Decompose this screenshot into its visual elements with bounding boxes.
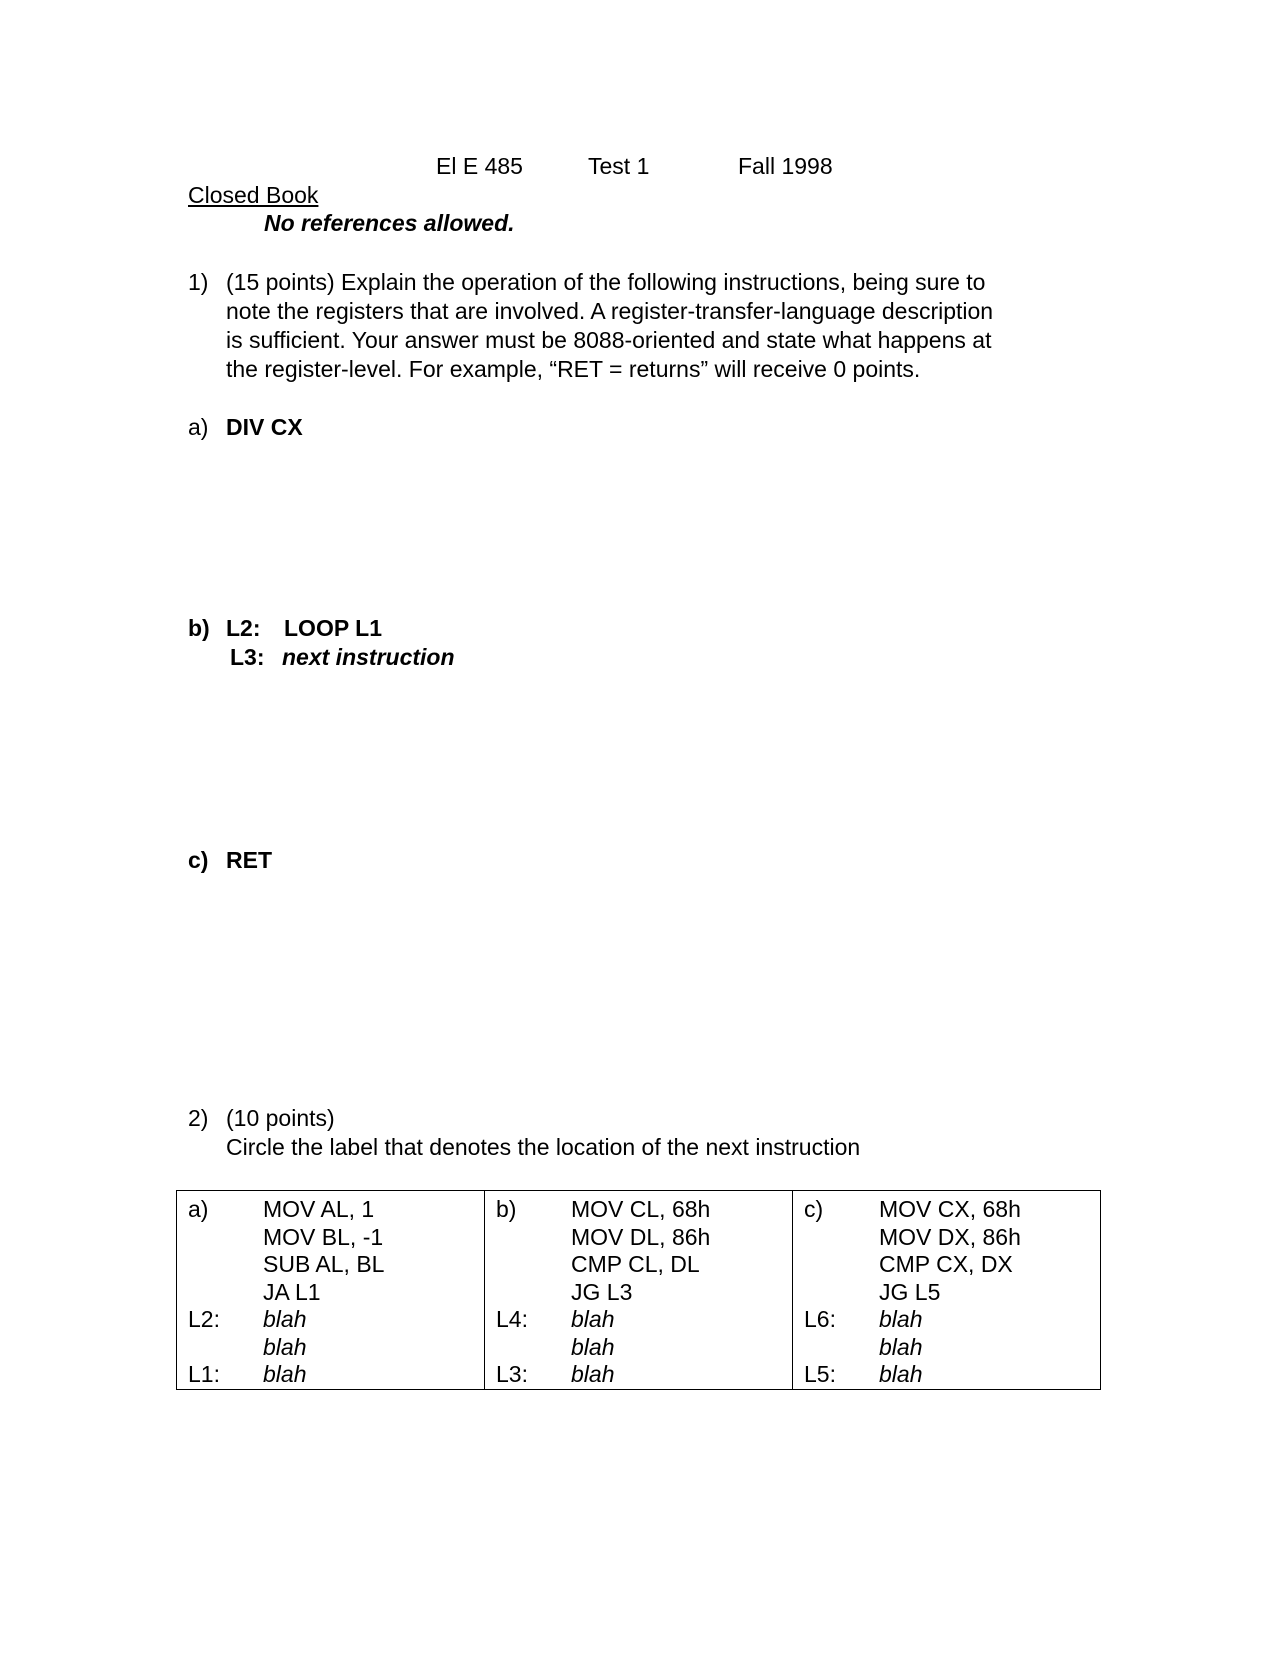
code-label: a) — [188, 1196, 209, 1222]
code-line — [177, 1360, 484, 1389]
code-line — [177, 1305, 484, 1334]
question-2-prompt: Circle the label that denotes the location of the next instruction — [226, 1134, 861, 1160]
code-line — [177, 1278, 484, 1307]
code-instruction: MOV CX, 68h — [879, 1196, 1021, 1222]
question-2-number: 2) — [188, 1105, 209, 1131]
code-label: L4: — [496, 1306, 528, 1332]
term: Fall 1998 — [738, 153, 833, 179]
course-number: El E 485 — [436, 153, 523, 179]
code-instruction: blah — [879, 1361, 923, 1387]
code-cell-b — [485, 1191, 793, 1389]
code-label: b) — [496, 1196, 517, 1222]
question-2-points: (10 points) — [226, 1105, 335, 1131]
code-instruction: JA L1 — [263, 1278, 321, 1305]
code-instruction: blah — [263, 1361, 307, 1387]
code-instruction: CMP CX, DX — [879, 1251, 1013, 1277]
code-instruction: CMP CL, DL — [571, 1251, 700, 1277]
code-instruction: blah — [263, 1333, 307, 1360]
no-references-note: No references allowed. — [264, 210, 515, 236]
code-line — [485, 1195, 792, 1224]
test-title: Test 1 — [588, 153, 650, 179]
code-label: L2: — [188, 1306, 220, 1332]
code-instruction: blah — [571, 1333, 615, 1360]
code-cell-c — [793, 1191, 1100, 1389]
part-b-letter: b) — [188, 615, 210, 641]
code-label: c) — [804, 1196, 824, 1222]
code-line — [793, 1250, 1100, 1279]
code-line — [177, 1250, 484, 1279]
code-instruction: blah — [879, 1333, 923, 1360]
code-cell-a — [177, 1191, 485, 1389]
code-line — [485, 1305, 792, 1334]
code-line — [793, 1360, 1100, 1389]
code-line — [793, 1333, 1100, 1362]
closed-book-note: Closed Book — [188, 182, 319, 208]
code-line — [793, 1195, 1100, 1224]
part-b-instruction-next: next instruction — [282, 644, 455, 670]
code-line — [177, 1333, 484, 1362]
part-b-label-l3: L3: — [230, 644, 265, 670]
code-line — [485, 1333, 792, 1362]
code-line — [177, 1195, 484, 1224]
code-instruction: blah — [571, 1361, 615, 1387]
code-line — [485, 1278, 792, 1307]
question-1-line: the register-level. For example, “RET = returns” will receive 0 points. — [226, 356, 921, 382]
part-c-letter: c) — [188, 847, 209, 873]
part-a-letter: a) — [188, 414, 209, 440]
part-a-instruction: DIV CX — [226, 414, 303, 440]
code-line — [793, 1305, 1100, 1334]
code-line — [485, 1250, 792, 1279]
code-instruction: blah — [263, 1306, 307, 1332]
code-instruction: MOV DX, 86h — [879, 1223, 1021, 1250]
part-b-instruction-loop: LOOP L1 — [284, 615, 382, 641]
part-b-label-l2: L2: — [226, 615, 261, 641]
code-instruction: MOV AL, 1 — [263, 1196, 375, 1222]
code-instruction: MOV BL, -1 — [263, 1223, 384, 1250]
question-1-line: is sufficient. Your answer must be 8088-oriented and state what happens at — [226, 327, 992, 353]
code-instruction: JG L5 — [879, 1278, 941, 1305]
question-1-line: (15 points) Explain the operation of the following instructions, being sure to — [226, 269, 986, 295]
code-instruction: blah — [571, 1306, 615, 1332]
question-1-prompt — [226, 268, 993, 384]
code-line — [485, 1360, 792, 1389]
code-label: L3: — [496, 1361, 528, 1387]
code-label: L6: — [804, 1306, 836, 1332]
code-instruction: SUB AL, BL — [263, 1251, 385, 1277]
code-line — [793, 1278, 1100, 1307]
code-instruction: MOV CL, 68h — [571, 1196, 711, 1222]
code-instruction: JG L3 — [571, 1278, 633, 1305]
code-instruction: blah — [879, 1306, 923, 1332]
code-line — [485, 1223, 792, 1252]
part-c-instruction: RET — [226, 847, 272, 873]
question-1-number: 1) — [188, 269, 209, 295]
code-table — [176, 1190, 1101, 1390]
question-1-line: note the registers that are involved. A register-transfer-language description — [226, 298, 994, 324]
code-label: L1: — [188, 1361, 220, 1387]
code-label: L5: — [804, 1361, 836, 1387]
code-instruction: MOV DL, 86h — [571, 1223, 711, 1250]
code-line — [793, 1223, 1100, 1252]
code-line — [177, 1223, 484, 1252]
